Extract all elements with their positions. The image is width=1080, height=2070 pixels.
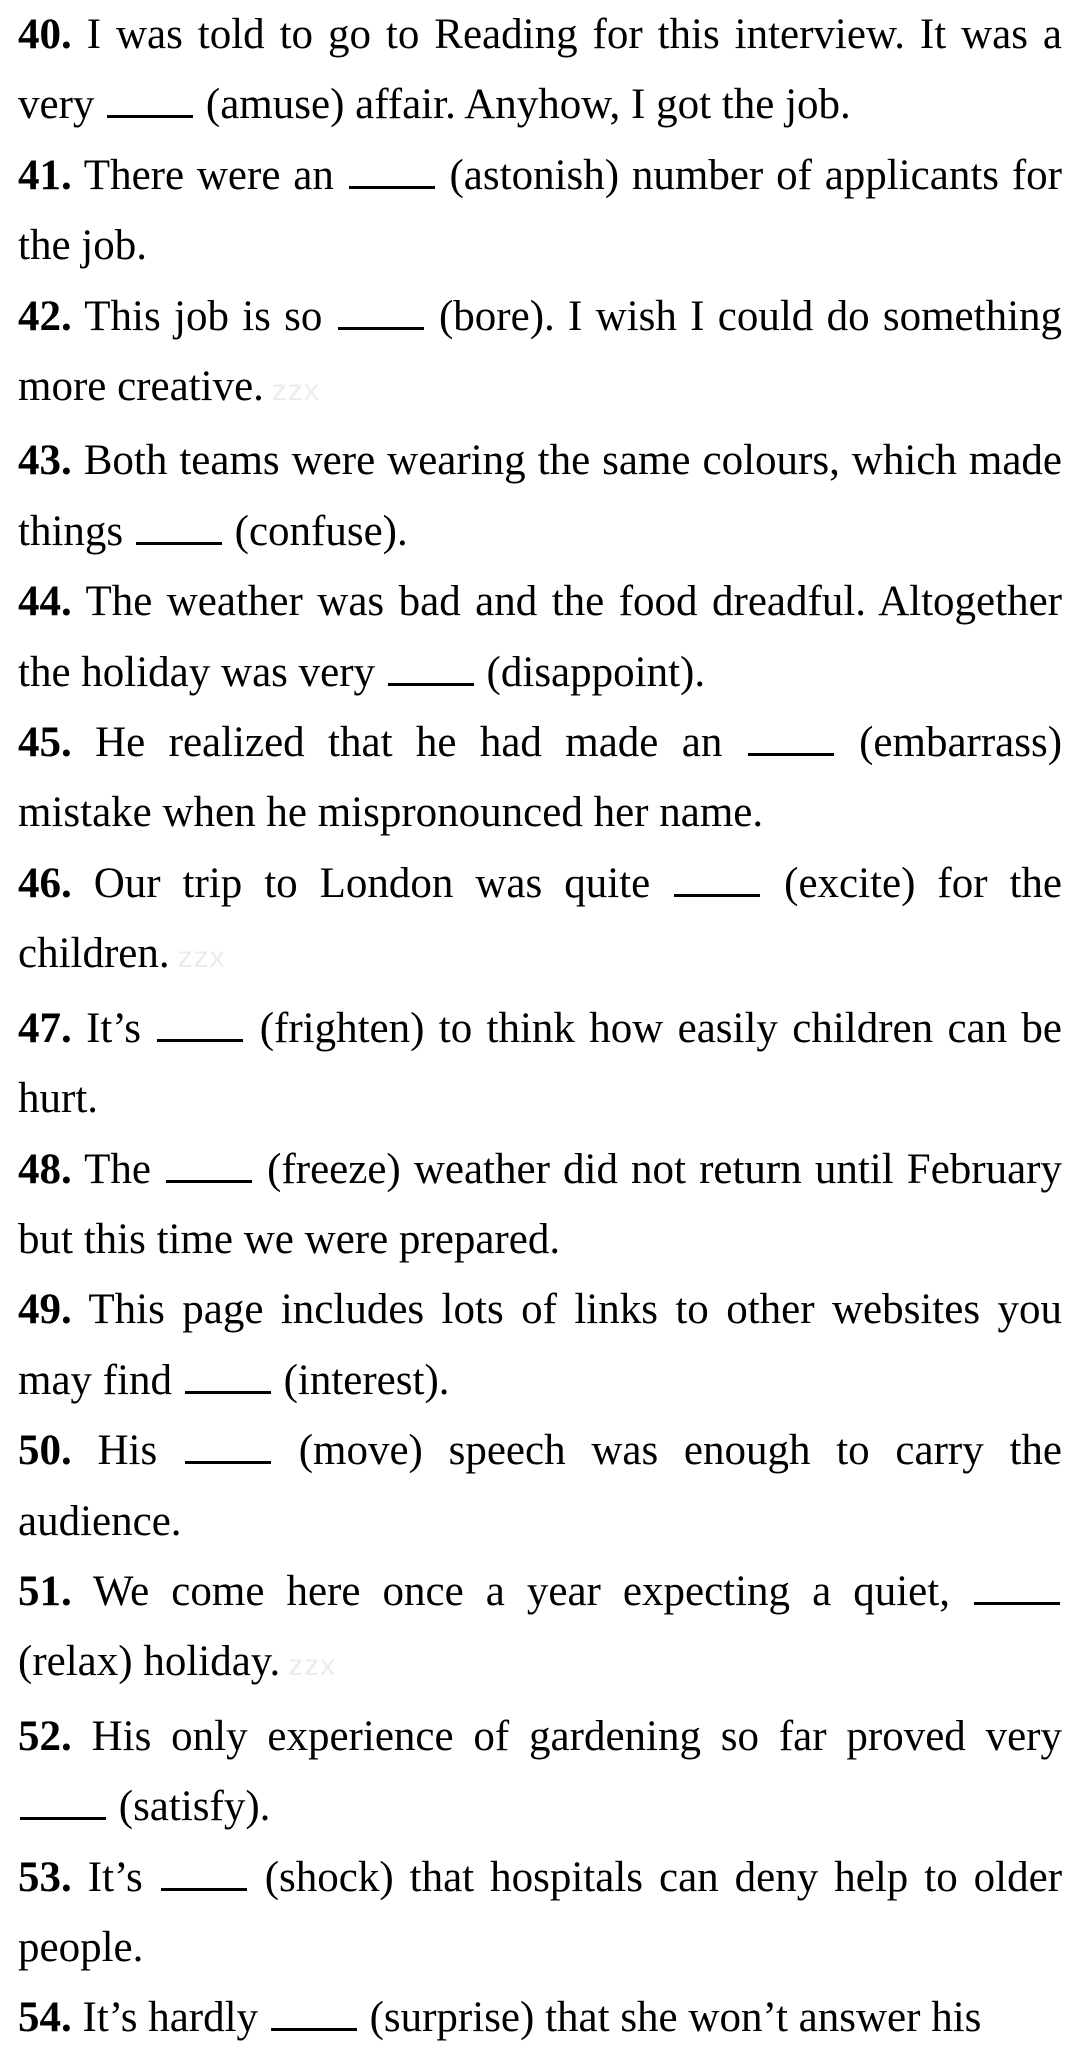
question-number: 46. [18, 859, 72, 907]
question-hint: (frighten) to think how easily children can be hurt. [18, 1004, 1063, 1123]
question-text: This page includes lots of links to other websites you may find [18, 1286, 1062, 1404]
question-number: 49. [18, 1286, 72, 1334]
question-44 [18, 567, 1062, 708]
watermark: zzx [177, 941, 226, 975]
answer-blank[interactable] [674, 893, 760, 897]
question-48 [18, 1135, 1062, 1276]
question-hint: (shock) that hospitals can deny help to older people. [18, 1853, 1063, 1971]
question-number: 51. [18, 1567, 72, 1615]
question-text: The [84, 1145, 151, 1193]
question-number: 52. [18, 1712, 72, 1760]
question-43 [18, 426, 1062, 567]
question-number: 43. [18, 437, 72, 485]
answer-blank[interactable] [157, 1038, 243, 1042]
question-number: 48. [18, 1145, 72, 1193]
question-text: It’s hardly [82, 1994, 259, 2042]
answer-blank[interactable] [136, 541, 222, 545]
question-hint: (embarrass) mistake when he mispronounced her name. [18, 719, 1063, 837]
question-hint: (bore). I wish I could do something more creative. [18, 292, 1063, 411]
answer-blank[interactable] [166, 1179, 252, 1183]
question-text: The weather was bad and the food dreadful. Altogether the holiday was very [18, 578, 1062, 696]
question-text: He realized that he had made an [95, 719, 723, 767]
question-number: 47. [18, 1004, 72, 1052]
question-number: 50. [18, 1427, 72, 1475]
question-text: This job is so [84, 292, 323, 340]
answer-blank[interactable] [388, 682, 474, 686]
answer-blank[interactable] [974, 1601, 1060, 1605]
question-52 [18, 1702, 1062, 1843]
question-number: 53. [18, 1853, 72, 1901]
answer-blank[interactable] [349, 185, 435, 189]
question-hint: (excite) for the children. [18, 859, 1063, 978]
question-hint: (confuse). [234, 507, 408, 555]
question-45 [18, 708, 1062, 849]
watermark: zzx [271, 374, 320, 408]
answer-blank[interactable] [185, 1390, 271, 1394]
question-hint: (astonish) number of applicants for the job. [18, 151, 1062, 270]
question-46 [18, 849, 1062, 994]
question-number: 45. [18, 719, 72, 767]
answer-blank[interactable] [271, 2027, 357, 2031]
question-text: Both teams were wearing the same colours, which made things [18, 437, 1062, 555]
question-text: I was told to go to Reading for this interview. It was a very [18, 11, 1063, 129]
question-text: It’s [87, 1853, 143, 1901]
watermark: zzx [288, 1649, 337, 1683]
question-text: His [97, 1427, 158, 1475]
question-47 [18, 994, 1062, 1135]
question-51 [18, 1557, 1062, 1702]
question-hint: (disappoint). [486, 648, 706, 696]
exercise-page [18, 0, 1062, 2054]
answer-blank[interactable] [20, 1816, 106, 1820]
question-number: 40. [18, 11, 72, 58]
question-text: There were an [83, 151, 334, 199]
question-53 [18, 1843, 1062, 1984]
question-number: 44. [18, 578, 72, 626]
question-hint: (amuse) affair. Anyhow, I got the job. [205, 81, 851, 129]
question-number: 41. [18, 151, 72, 199]
question-number: 54. [18, 1994, 72, 2042]
answer-blank[interactable] [161, 1887, 247, 1891]
answer-blank[interactable] [107, 114, 193, 118]
question-hint: (relax) holiday. [18, 1638, 281, 1686]
question-hint: (satisfy). [118, 1783, 271, 1831]
question-50 [18, 1416, 1062, 1557]
question-text: His only experience of gardening so far proved very [91, 1712, 1063, 1760]
question-hint: (interest). [283, 1356, 450, 1404]
question-text: Our trip to London was quite [93, 859, 651, 907]
answer-blank[interactable] [338, 326, 424, 330]
question-hint: (surprise) that she won’t answer his [369, 1994, 982, 2042]
question-42 [18, 282, 1062, 427]
answer-blank[interactable] [185, 1460, 271, 1464]
question-text: We come here once a year expecting a quiet, [93, 1567, 950, 1615]
answer-blank[interactable] [748, 752, 834, 756]
question-hint: (move) speech was enough to carry the audience. [18, 1427, 1062, 1545]
question-49 [18, 1275, 1062, 1416]
question-number: 42. [18, 292, 72, 340]
question-40 [18, 0, 1062, 141]
question-41 [18, 141, 1062, 282]
question-hint: (freeze) weather did not return until February but this time we were prepared. [18, 1145, 1063, 1263]
question-text: It’s [86, 1004, 142, 1052]
question-54 [18, 1983, 1062, 2053]
